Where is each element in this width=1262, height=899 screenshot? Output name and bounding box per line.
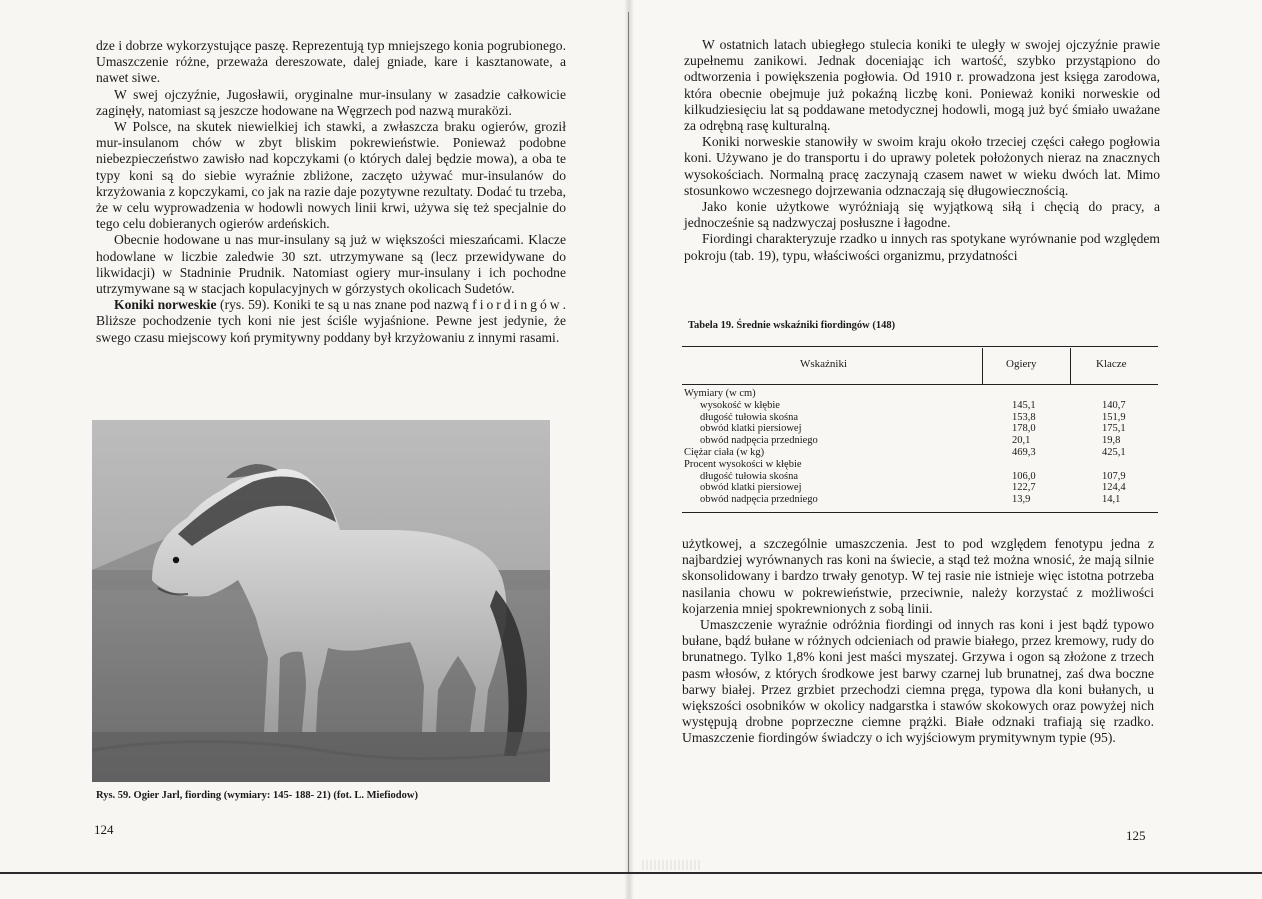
table-col-separator	[982, 348, 983, 384]
table-rule-bottom	[682, 512, 1158, 513]
page-fold-line	[628, 12, 629, 872]
table-cell-label: długość tułowia skośna	[700, 470, 798, 482]
table-header-klacze: Klacze	[1096, 358, 1127, 370]
table-col-separator	[1070, 348, 1071, 384]
table-cell-label: obwód nadpęcia przedniego	[700, 435, 818, 447]
table-row	[682, 482, 1158, 494]
right-page-text-bottom	[682, 536, 1154, 747]
table-cell-ogiery: 13,9	[1012, 494, 1031, 506]
table-cell-ogiery: 469,3	[1012, 446, 1036, 458]
left-page-text	[96, 38, 566, 346]
table-cell-label: obwód klatki piersiowej	[700, 423, 802, 435]
table-19	[682, 340, 1158, 530]
horse-illustration	[92, 420, 550, 782]
table-row	[682, 388, 1158, 400]
table-rule-header	[682, 384, 1158, 385]
table-cell-ogiery: 145,1	[1012, 399, 1036, 411]
left-paragraph-1: dze i dobrze wykorzystujące paszę. Reprezentują typ mniejszego konia pogrubionego. Umaszczenie różne, przeważa dereszowate, dalej gniade, kare i kasztanowate, a nawet siwe.	[96, 38, 566, 86]
table-cell-ogiery: 122,7	[1012, 482, 1036, 494]
right-paragraph-6: Umaszczenie wyraźnie odróżnia fiordingi od innych ras koni i jest bądź typowo bułane, bądź bułane w różnych odcieniach od prawie białego, przez kremowy, rudy do brunatnego. Tylko 1,8% koni jest maści myszatej. Grzywa i ogon są złożone z trzech pasm włosów, z których środkowe jest barwy czarnej lub brunatnej, zaś dwa boczne barwy białej. Przez grzbiet przechodzi ciemna pręga, typowa dla koni bułanych, u większości osobników w okolicy nadgarstka i stawów skokowych oraz powyżej nich występują drobne poprzeczne ciemne prążki. Białe odznaki trafiają się rzadko. Umaszczenie fiordingów świadczy o ich wyjściowym prymitywnym typie (95).	[682, 617, 1154, 746]
table-cell-klacze: 14,1	[1102, 494, 1121, 506]
table-cell-label: długość tułowia skośna	[700, 411, 798, 423]
page-number-right: 125	[1126, 828, 1146, 843]
table-header-ogiery: Ogiery	[1006, 358, 1037, 370]
table-row	[682, 412, 1158, 424]
table-row	[682, 471, 1158, 483]
table-cell-klacze: 175,1	[1102, 423, 1126, 435]
table-cell-ogiery: 153,8	[1012, 411, 1036, 423]
table-row	[682, 400, 1158, 412]
right-paragraph-2: Koniki norweskie stanowiły w swoim kraju około trzeciej części całego pogłowia koni. Używano je do transportu i do uprawy poletek położonych nieraz na znacznych wysokościach. Normalną pracę zaczynają czasem nawet w wieku dwóch lat. Mimo stosunkowo wczesnego dojrzewania odznaczają się długowiecznością.	[684, 134, 1160, 198]
right-paragraph-3: Jako konie użytkowe wyróżniają się wyjątkową siłą i chęcią do pracy, a jednocześnie są nadzwyczaj posłuszne i łagodne.	[684, 199, 1160, 231]
section-text-2: . Bliższe pochodzenie tych koni nie jest ściśle wyjaśnione. Pewne jest jedynie, że swego czasu miejscowy koń prymitywny poddany był krzyżowaniu z innymi rasami.	[96, 297, 566, 345]
section-text-1: (rys. 59). Koniki te są u nas znane pod nazwą	[216, 297, 473, 313]
right-page-text-top	[684, 37, 1160, 264]
page-number-left: 124	[94, 822, 114, 837]
table-header-wskazniki: Wskaźniki	[800, 358, 848, 370]
scan-artifact	[642, 860, 702, 870]
table-cell-klacze: 19,8	[1102, 435, 1121, 447]
table-cell-label: obwód klatki piersiowej	[700, 482, 802, 494]
right-paragraph-5: użytkowej, a szczególnie umaszczenia. Jest to pod względem fenotypu jedna z najbardziej wyrównanych ras koni na świecie, a stąd też można wnosić, że mają silnie skonsolidowany i bardzo trwały genotyp. W tej rasie nie istnieje więc istotna potrzeba nasilania chowu w pokrewieństwie, przeciwnie, należy korzystać z możliwości kojarzenia mniej spokrewnionych z sobą linii.	[682, 536, 1154, 616]
table-cell-klacze: 425,1	[1102, 446, 1126, 458]
section-spaced-word: fiordingów	[472, 297, 563, 313]
table-cell-klacze: 124,4	[1102, 482, 1126, 494]
table-cell-label: obwód nadpęcia przedniego	[700, 494, 818, 506]
table-cell-klacze: 140,7	[1102, 399, 1126, 411]
scan-bottom-edge	[0, 872, 1262, 874]
table-cell-klacze: 151,9	[1102, 411, 1126, 423]
table-cell-ogiery: 106,0	[1012, 470, 1036, 482]
table-cell-klacze: 107,9	[1102, 470, 1126, 482]
table-row	[682, 435, 1158, 447]
table-row	[682, 494, 1158, 506]
left-paragraph-3: W Polsce, na skutek niewielkiej ich stawki, a zwłaszcza braku ogierów, groził mur-insulanom chów w zbyt bliskim pokrewieństwie. Ponieważ podobne niebezpieczeństwo zawisło nad kopczykami (o których dalej będzie mowa), a oba te typy koni są do siebie wyraźnie zbliżone, zaczęto używać mur-insulanów do krzyżowania z kopczykami, co jak na razie daje pozytywne rezultaty. Dodać tu trzeba, że w celu wyprowadzenia w hodowli nowych linii krwi, używa się też specjalnie do tego celu dobieranych ogierów ardeńskich.	[96, 119, 566, 232]
table-cell-ogiery: 20,1	[1012, 435, 1031, 447]
left-paragraph-2: W swej ojczyźnie, Jugosławii, oryginalne mur-insulany w zasadzie całkowicie zaginęły, natomiast są jeszcze hodowane na Węgrzech pod nazwą muraközi.	[96, 86, 566, 118]
table-cell-label: wysokość w kłębie	[700, 399, 780, 411]
table-body	[682, 388, 1158, 506]
figure-caption: Rys. 59. Ogier Jarl, fiording (wymiary: 145- 188- 21) (fot. L. Miefiodow)	[96, 790, 418, 801]
section-heading: Koniki norweskie	[114, 297, 217, 313]
table-row	[682, 423, 1158, 435]
table-cell-ogiery: 178,0	[1012, 423, 1036, 435]
table-title: Tabela 19. Średnie wskaźniki fiordingów (148)	[688, 320, 896, 331]
table-rule-top	[682, 346, 1158, 347]
table-row	[682, 447, 1158, 459]
book-gutter	[624, 0, 634, 899]
left-section-koniki	[96, 297, 566, 346]
right-paragraph-1: W ostatnich latach ubiegłego stulecia koniki te uległy w swojej ojczyźnie prawie zupełnemu zanikowi. Jednak doceniając ich wartość, szybko przystąpiono do odtworzenia i powiększenia pogłowia. Od 1910 r. prowadzona jest księga zarodowa, która obecnie obejmuje już pokaźną liczbę koni. Ponieważ koniki norweskie od kilkudziesięciu lat są poddawane metodycznej hodowli, mogą już być śmiało uważane za odrębną rasę kulturalną.	[684, 37, 1160, 134]
table-cell-label: Ciężar ciała (w kg)	[684, 446, 765, 458]
table-cell-label: Procent wysokości w kłębie	[684, 458, 802, 470]
table-cell-label: Wymiary (w cm)	[684, 388, 756, 399]
right-paragraph-4: Fiordingi charakteryzuje rzadko u innych ras spotykane wyrównanie pod względem pokroju (tab. 19), typu, właściwości organizmu, przydatności	[684, 231, 1160, 263]
left-paragraph-4: Obecnie hodowane u nas mur-insulany są już w większości mieszańcami. Klacze hodowlane w liczbie zaledwie 30 szt. utrzymywane są (lecz przewidywane do likwidacji) w Stadninie Prudnik. Natomiast ogiery mur-insulany i ich pochodne utrzymywane są w stacjach kopulacyjnych w górzystych okolicach Sudetów.	[96, 232, 566, 297]
horse-photo	[92, 420, 550, 782]
table-row	[682, 459, 1158, 471]
